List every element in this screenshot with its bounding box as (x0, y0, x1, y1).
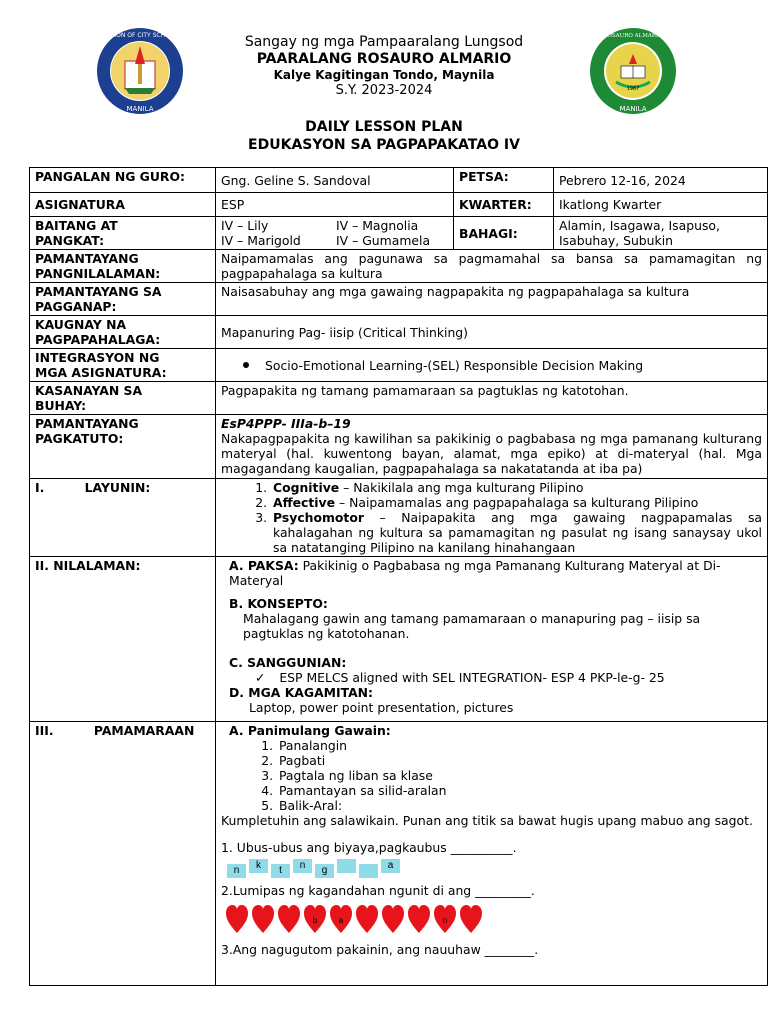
section-item: IV – Lily (221, 218, 269, 233)
kwarter-label: KWARTER: (454, 193, 554, 217)
list-item: 1. Panalangin (277, 738, 762, 753)
check-icon: ✓ (255, 670, 266, 685)
heart-icon (225, 904, 249, 934)
asignatura-label: ASIGNATURA (30, 193, 216, 217)
sanggunian-value: ESP MELCS aligned with SEL INTEGRATION- ESP 4 PKP-le-g- 25 (279, 670, 665, 685)
list-item (271, 480, 762, 495)
baitang-label-line-2: PANGKAT: (35, 233, 105, 248)
bahagi-value-line-1: Alamin, Isagawa, Isapuso, (559, 218, 720, 233)
answer-tile: t (271, 864, 290, 878)
kaugnay-value: Mapanuring Pag- iisip (Critical Thinking) (216, 316, 768, 349)
pangnilalaman-value: Naipamamalas ang pagunawa sa pagmamahal sa bansa sa pamamagitan ng pagpapahalaga sa kultura (216, 250, 768, 283)
layunin-term: Affective (273, 495, 336, 510)
section-item: IV – Marigold (221, 233, 301, 248)
petsa-label: PETSA: (454, 168, 554, 193)
heart-icon (303, 904, 327, 934)
layunin-term: Cognitive (273, 480, 340, 495)
table-row (30, 193, 768, 217)
integrasyon-value (216, 349, 768, 382)
school-address: Kalye Kagitingan Tondo, Maynila (273, 68, 495, 82)
section-item: IV – Gumamela (336, 233, 431, 248)
answer-tile: n (293, 859, 312, 873)
layunin-label (30, 479, 216, 557)
pagganap-label-line-2: PAGGANAP: (35, 299, 117, 314)
heart-icon (329, 904, 353, 934)
baitang-label-line-1: BAITANG AT (35, 218, 118, 233)
bahagi-label: BAHAGI: (454, 217, 554, 250)
list-item: 2. Pagbati (277, 753, 762, 768)
bahagi-value-line-2: Isabuhay, Subukin (559, 233, 673, 248)
pangnilalaman-label (30, 250, 216, 283)
svg-text:1967: 1967 (626, 86, 640, 92)
answer-tile: n (227, 864, 246, 878)
asignatura-value: ESP (216, 193, 454, 217)
sections-value (216, 217, 454, 250)
pamamaraan-title: PAMAMARAAN (93, 723, 195, 738)
integrasyon-label-line-2: MGA ASIGNATURA: (35, 365, 167, 380)
table-row (30, 217, 768, 250)
sanggunian-label: C. SANGGUNIAN: (229, 655, 347, 670)
kasanayan-label-line-1: KASANAYAN SA (35, 383, 143, 398)
steps-list (277, 738, 762, 813)
layunin-text: – Naipapakita ang mga gawaing nagpapamalas sa kahalagahan ng kultura sa pamamagitan ng pasulat ng isang sanaysay ukol sa natatanging Pilipino na kanilang hinahangaan (273, 510, 762, 555)
pamamaraan-label (30, 722, 216, 986)
answer-tile (359, 864, 378, 878)
svg-text:MANILA: MANILA (619, 105, 647, 113)
bullet-icon (243, 362, 249, 368)
integrasyon-label (30, 349, 216, 382)
heart-icon (251, 904, 275, 934)
division-name: Sangay ng mga Pampaaralang Lungsod (244, 34, 524, 50)
list-item: 3. Pagtala ng liban sa klase (277, 768, 762, 783)
table-row (30, 283, 768, 316)
table-row (30, 250, 768, 283)
heart-icon (459, 904, 483, 934)
heart-icon (355, 904, 379, 934)
layunin-text: – Nakikilala ang mga kulturang Pilipino (339, 480, 584, 495)
kagamitan-label: D. MGA KAGAMITAN: (229, 685, 374, 700)
school-name: PAARALANG ROSAURO ALMARIO (256, 51, 512, 67)
answer-tile: a (381, 859, 400, 873)
heart-icon (407, 904, 431, 934)
integrasyon-label-line-1: INTEGRASYON NG (35, 350, 160, 365)
list-item (271, 510, 762, 555)
bahagi-value (554, 217, 768, 250)
heart-letter: a (338, 916, 344, 925)
document-title (0, 118, 768, 154)
pagkatuto-label (30, 415, 216, 479)
heart-letter: b (312, 916, 318, 925)
paksa-value: Pakikinig o Pagbabasa ng mga Pamanang Kulturang Materyal at Di-Materyal (229, 558, 721, 588)
heart-icon (433, 904, 457, 934)
kagamitan-value: Laptop, power point presentation, pictures (249, 700, 514, 715)
pagkatuto-code: EsP4PPP- IIIa-b–19 (221, 416, 351, 431)
kaugnay-label-line-2: PAGPAPAHALAGA: (35, 332, 161, 347)
answer-tile: k (249, 859, 268, 873)
school-header (0, 34, 768, 99)
svg-text:DIVISION OF CITY SCHOOLS: DIVISION OF CITY SCHOOLS (98, 32, 182, 39)
table-row (30, 722, 768, 986)
answer-tile: g (315, 864, 334, 878)
pamamaraan-value (216, 722, 768, 986)
paksa-line (229, 558, 762, 588)
table-row (30, 349, 768, 382)
nilalaman-label: II. NILALAMAN: (30, 557, 216, 722)
panimula-label: A. Panimulang Gawain: (229, 723, 391, 738)
school-year: S.Y. 2023-2024 (335, 83, 433, 98)
list-item: 5. Balik-Aral: (277, 798, 762, 813)
pagkatuto-value (216, 415, 768, 479)
guro-value: Gng. Geline S. Sandoval (216, 168, 454, 193)
title-line-2: EDUKASYON SA PAGPAPAKATAO IV (248, 137, 520, 153)
kwarter-value: Ikatlong Kwarter (554, 193, 768, 217)
layunin-list (271, 480, 762, 555)
guro-label: PANGALAN NG GURO: (30, 168, 216, 193)
section-item: IV – Magnolia (336, 218, 419, 233)
pagganap-label (30, 283, 216, 316)
table-row (30, 168, 768, 193)
heart-icon (277, 904, 301, 934)
instruction-text: Kumpletuhin ang salawikain. Punan ang titik sa bawat hugis upang mabuo ang sagot. (221, 813, 753, 828)
question-2: 2.Lumipas ng kagandahan ngunit di ang _________. (221, 883, 535, 898)
answer-tiles (227, 859, 762, 879)
baitang-label (30, 217, 216, 250)
svg-text:MANILA: MANILA (126, 105, 154, 113)
pagganap-label-line-1: PAMANTAYANG SA (35, 284, 162, 299)
lesson-plan-table (29, 167, 768, 986)
layunin-term: Psychomotor (273, 510, 364, 525)
pangnilalaman-label-line-1: PAMANTAYANG (35, 251, 139, 266)
table-row (30, 316, 768, 349)
nilalaman-value (216, 557, 768, 722)
table-row (30, 382, 768, 415)
layunin-text: – Naipamamalas ang pagpapahalaga sa kulturang Pilipino (335, 495, 699, 510)
integrasyon-text: Socio-Emotional Learning-(SEL) Responsible Decision Making (265, 357, 644, 373)
pamamaraan-number: III. (35, 723, 54, 738)
pagganap-value: Naisasabuhay ang mga gawaing nagpapakita ng pagpapahalaga sa kultura (216, 283, 768, 316)
table-row (30, 479, 768, 557)
kasanayan-label-line-2: BUHAY: (35, 398, 87, 413)
layunin-title: LAYUNIN: (84, 480, 151, 495)
table-row (30, 557, 768, 722)
kasanayan-label (30, 382, 216, 415)
pagkatuto-label-line-1: PAMANTAYANG (35, 416, 139, 431)
petsa-value: Pebrero 12-16, 2024 (554, 168, 768, 193)
konsepto-label: B. KONSEPTO: (229, 596, 328, 611)
question-1: 1. Ubus-ubus ang biyaya,pagkaubus __________. (221, 840, 517, 855)
answer-hearts (225, 904, 762, 936)
heart-icon (381, 904, 405, 934)
konsepto-value: Mahalagang gawin ang tamang pamamaraan o manapuring pag – iisip sa pagtuklas ng katotohanan. (243, 611, 701, 641)
table-row (30, 415, 768, 479)
pagkatuto-text: Nakapagpapakita ng kawilihan sa pakikinig o pagbabasa ng mga pamanang kulturang materyal (hal. kuwentong bayan, alamat, mga epiko) at di-materyal (hal. Mga magagandang kaugalian, pagpapahalaga sa nakatatanda at iba pa) (221, 431, 762, 476)
kaugnay-label (30, 316, 216, 349)
pangnilalaman-label-line-2: PANGNILALAMAN: (35, 266, 161, 281)
question-3: 3.Ang nagugutom pakainin, ang nauuhaw ________. (221, 942, 539, 957)
title-line-1: DAILY LESSON PLAN (305, 119, 463, 135)
list-item: 4. Pamantayan sa silid-aralan (277, 783, 762, 798)
kaugnay-label-line-1: KAUGNAY NA (35, 317, 127, 332)
paksa-label: A. PAKSA: (229, 558, 299, 573)
answer-tile (337, 859, 356, 873)
layunin-number: I. (35, 480, 45, 495)
svg-text:ROSAURO ALMARIO: ROSAURO ALMARIO (603, 33, 663, 39)
list-item (271, 495, 762, 510)
heart-letter: n (442, 916, 448, 925)
layunin-value (216, 479, 768, 557)
kasanayan-value: Pagpapakita ng tamang pamamaraan sa pagtuklas ng katotohan. (216, 382, 768, 415)
pagkatuto-label-line-2: PAGKATUTO: (35, 431, 124, 446)
